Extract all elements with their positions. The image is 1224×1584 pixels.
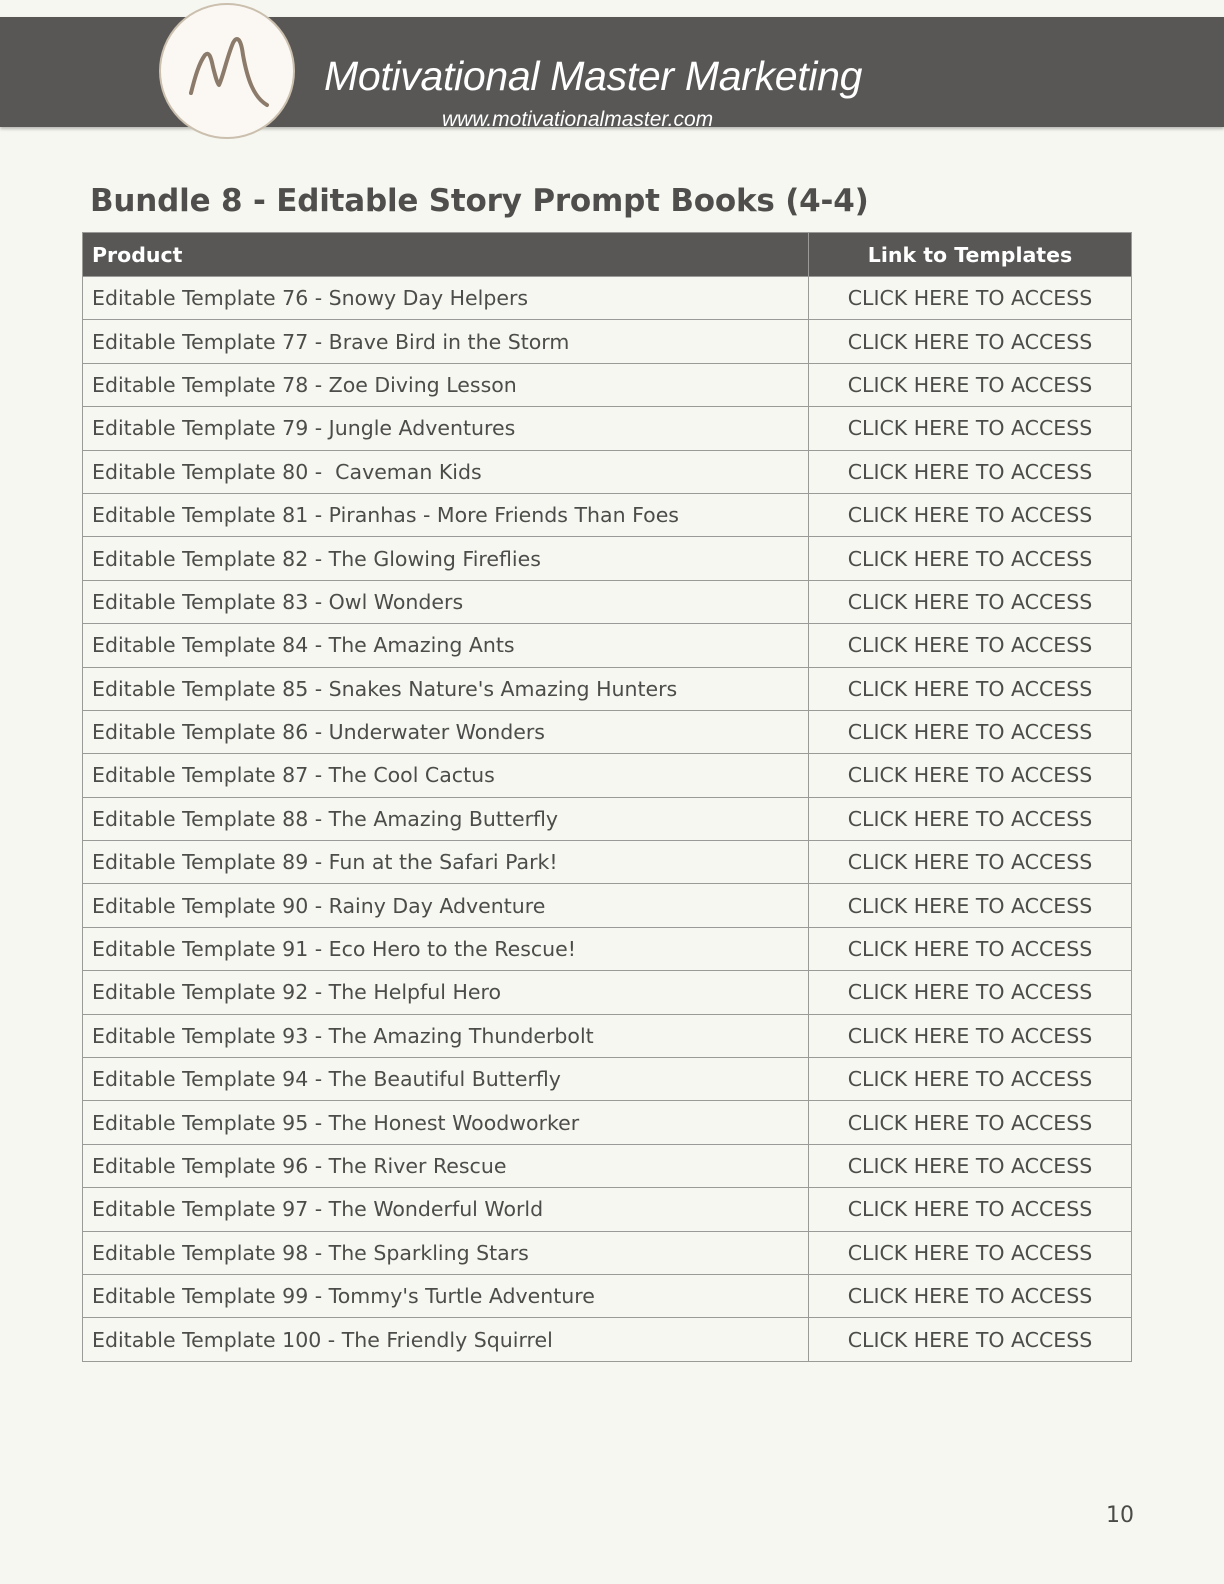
access-link[interactable]: CLICK HERE TO ACCESS bbox=[809, 927, 1132, 970]
table-row bbox=[83, 1188, 1132, 1231]
product-name: Editable Template 86 - Underwater Wonders bbox=[83, 710, 809, 753]
column-header-product: Product bbox=[83, 233, 809, 277]
access-link[interactable]: CLICK HERE TO ACCESS bbox=[809, 580, 1132, 623]
product-name: Editable Template 83 - Owl Wonders bbox=[83, 580, 809, 623]
access-link[interactable]: CLICK HERE TO ACCESS bbox=[809, 277, 1132, 320]
table-row bbox=[83, 580, 1132, 623]
product-name: Editable Template 76 - Snowy Day Helpers bbox=[83, 277, 809, 320]
access-link[interactable]: CLICK HERE TO ACCESS bbox=[809, 1101, 1132, 1144]
product-name: Editable Template 80 - Caveman Kids bbox=[83, 450, 809, 493]
access-link[interactable]: CLICK HERE TO ACCESS bbox=[809, 710, 1132, 753]
product-name: Editable Template 98 - The Sparkling Stars bbox=[83, 1231, 809, 1274]
table-row bbox=[83, 667, 1132, 710]
access-link[interactable]: CLICK HERE TO ACCESS bbox=[809, 407, 1132, 450]
brand-url[interactable]: www.motivationalmaster.com bbox=[442, 108, 714, 131]
access-link[interactable]: CLICK HERE TO ACCESS bbox=[809, 971, 1132, 1014]
brand-title: Motivational Master Marketing bbox=[324, 53, 863, 99]
access-link[interactable]: CLICK HERE TO ACCESS bbox=[809, 841, 1132, 884]
table-row bbox=[83, 1144, 1132, 1187]
product-name: Editable Template 92 - The Helpful Hero bbox=[83, 971, 809, 1014]
section-heading: Bundle 8 - Editable Story Prompt Books (4-4) bbox=[90, 183, 869, 219]
table-row bbox=[83, 407, 1132, 450]
access-link[interactable]: CLICK HERE TO ACCESS bbox=[809, 1231, 1132, 1274]
table-row bbox=[83, 884, 1132, 927]
product-name: Editable Template 89 - Fun at the Safari Park! bbox=[83, 841, 809, 884]
table-row bbox=[83, 927, 1132, 970]
product-name: Editable Template 78 - Zoe Diving Lesson bbox=[83, 363, 809, 406]
table-row bbox=[83, 797, 1132, 840]
product-name: Editable Template 79 - Jungle Adventures bbox=[83, 407, 809, 450]
product-name: Editable Template 94 - The Beautiful Butterfly bbox=[83, 1058, 809, 1101]
product-name: Editable Template 85 - Snakes Nature's Amazing Hunters bbox=[83, 667, 809, 710]
access-link[interactable]: CLICK HERE TO ACCESS bbox=[809, 624, 1132, 667]
product-name: Editable Template 77 - Brave Bird in the Storm bbox=[83, 320, 809, 363]
access-link[interactable]: CLICK HERE TO ACCESS bbox=[809, 1144, 1132, 1187]
column-header-link: Link to Templates bbox=[809, 233, 1132, 277]
table-row bbox=[83, 710, 1132, 753]
access-link[interactable]: CLICK HERE TO ACCESS bbox=[809, 1058, 1132, 1101]
access-link[interactable]: CLICK HERE TO ACCESS bbox=[809, 884, 1132, 927]
product-name: Editable Template 93 - The Amazing Thunderbolt bbox=[83, 1014, 809, 1057]
access-link[interactable]: CLICK HERE TO ACCESS bbox=[809, 320, 1132, 363]
page-number: 10 bbox=[1106, 1503, 1134, 1528]
access-link[interactable]: CLICK HERE TO ACCESS bbox=[809, 797, 1132, 840]
access-link[interactable]: CLICK HERE TO ACCESS bbox=[809, 363, 1132, 406]
product-name: Editable Template 100 - The Friendly Squirrel bbox=[83, 1318, 809, 1361]
product-name: Editable Template 81 - Piranhas - More Friends Than Foes bbox=[83, 493, 809, 536]
table-header-row bbox=[83, 233, 1132, 277]
table-row bbox=[83, 450, 1132, 493]
table-body bbox=[83, 277, 1132, 1362]
table-row bbox=[83, 1318, 1132, 1361]
product-name: Editable Template 99 - Tommy's Turtle Adventure bbox=[83, 1274, 809, 1317]
product-name: Editable Template 82 - The Glowing Fireflies bbox=[83, 537, 809, 580]
table-row bbox=[83, 1014, 1132, 1057]
access-link[interactable]: CLICK HERE TO ACCESS bbox=[809, 1318, 1132, 1361]
product-name: Editable Template 96 - The River Rescue bbox=[83, 1144, 809, 1187]
brand-logo bbox=[159, 3, 295, 139]
table-row bbox=[83, 754, 1132, 797]
table-row bbox=[83, 1101, 1132, 1144]
access-link[interactable]: CLICK HERE TO ACCESS bbox=[809, 1274, 1132, 1317]
product-name: Editable Template 88 - The Amazing Butterfly bbox=[83, 797, 809, 840]
table-row bbox=[83, 1274, 1132, 1317]
access-link[interactable]: CLICK HERE TO ACCESS bbox=[809, 1014, 1132, 1057]
table-row bbox=[83, 1231, 1132, 1274]
product-name: Editable Template 97 - The Wonderful World bbox=[83, 1188, 809, 1231]
product-name: Editable Template 84 - The Amazing Ants bbox=[83, 624, 809, 667]
table-row bbox=[83, 493, 1132, 536]
products-table bbox=[82, 232, 1132, 1362]
product-name: Editable Template 87 - The Cool Cactus bbox=[83, 754, 809, 797]
table-row bbox=[83, 841, 1132, 884]
access-link[interactable]: CLICK HERE TO ACCESS bbox=[809, 1188, 1132, 1231]
access-link[interactable]: CLICK HERE TO ACCESS bbox=[809, 667, 1132, 710]
access-link[interactable]: CLICK HERE TO ACCESS bbox=[809, 493, 1132, 536]
table-row bbox=[83, 277, 1132, 320]
access-link[interactable]: CLICK HERE TO ACCESS bbox=[809, 450, 1132, 493]
table-row bbox=[83, 363, 1132, 406]
m-logo-icon bbox=[161, 5, 297, 141]
table-row bbox=[83, 624, 1132, 667]
table-row bbox=[83, 971, 1132, 1014]
table-row bbox=[83, 537, 1132, 580]
access-link[interactable]: CLICK HERE TO ACCESS bbox=[809, 754, 1132, 797]
table-row bbox=[83, 1058, 1132, 1101]
product-name: Editable Template 90 - Rainy Day Adventure bbox=[83, 884, 809, 927]
product-name: Editable Template 95 - The Honest Woodworker bbox=[83, 1101, 809, 1144]
product-name: Editable Template 91 - Eco Hero to the Rescue! bbox=[83, 927, 809, 970]
table-row bbox=[83, 320, 1132, 363]
access-link[interactable]: CLICK HERE TO ACCESS bbox=[809, 537, 1132, 580]
